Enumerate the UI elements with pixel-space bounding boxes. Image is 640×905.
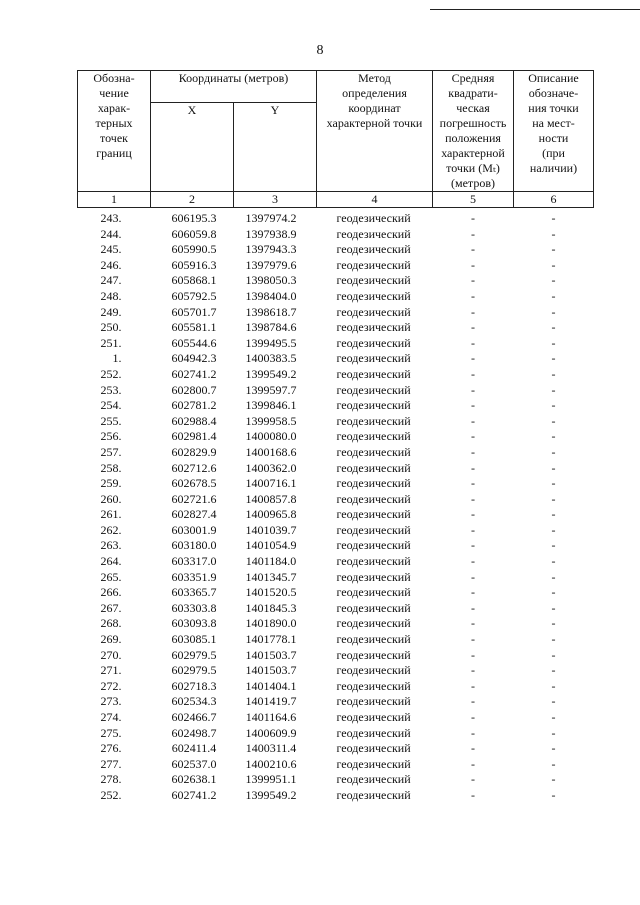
x-coordinate-cell: 602466.7 bbox=[171, 710, 217, 724]
error-cell: - bbox=[471, 288, 475, 303]
method-cell: геодезический bbox=[336, 741, 411, 756]
x-coordinate-cell: 605581.1 bbox=[171, 320, 217, 335]
error-cell: - bbox=[471, 242, 475, 257]
method-cell: геодезический bbox=[336, 320, 411, 335]
point-number-cell: 258. bbox=[100, 460, 122, 475]
table-row bbox=[78, 757, 594, 773]
x-coordinate-cell: 605792.5 bbox=[171, 288, 217, 303]
table-row bbox=[78, 258, 594, 274]
method-cell: геодезический bbox=[336, 569, 411, 584]
table-row bbox=[78, 336, 594, 352]
description-cell: - bbox=[551, 632, 556, 647]
method-cell: геодезический bbox=[336, 554, 411, 569]
method-cell: геодезический bbox=[336, 413, 411, 428]
table-row bbox=[78, 445, 594, 461]
table-row bbox=[78, 538, 594, 554]
method-cell: геодезический bbox=[336, 647, 411, 662]
point-number-cell: 275. bbox=[100, 725, 122, 740]
table-row bbox=[78, 663, 594, 679]
table-row bbox=[78, 429, 594, 445]
x-coordinate-cell: 606059.8 bbox=[171, 226, 217, 241]
y-coordinate-cell: 1401503.7 bbox=[245, 663, 297, 678]
error-cell: - bbox=[471, 741, 475, 756]
y-coordinate-cell: 1400210.6 bbox=[245, 756, 297, 771]
error-cell: - bbox=[471, 616, 475, 631]
y-coordinate-cell: 1399958.5 bbox=[245, 413, 297, 428]
method-cell: геодезический bbox=[336, 366, 411, 381]
point-number-cell: 271. bbox=[100, 663, 122, 678]
x-coordinate-cell: 602721.6 bbox=[171, 491, 217, 506]
point-number-cell: 256. bbox=[100, 429, 122, 444]
point-number-cell: 253. bbox=[100, 382, 122, 397]
y-coordinate-cell: 1401503.7 bbox=[245, 647, 297, 662]
description-cell: - bbox=[551, 398, 556, 413]
method-cell: геодезический bbox=[336, 335, 411, 350]
description-cell: - bbox=[551, 351, 556, 366]
table-row bbox=[78, 242, 594, 258]
description-cell: - bbox=[551, 538, 556, 553]
header-y: Y bbox=[234, 103, 317, 192]
point-number-cell: 260. bbox=[100, 491, 122, 506]
method-cell: геодезический bbox=[336, 429, 411, 444]
point-number-cell: 266. bbox=[100, 585, 122, 600]
error-cell: - bbox=[471, 460, 475, 475]
y-coordinate-cell: 1400383.5 bbox=[245, 351, 297, 366]
x-coordinate-cell: 603085.1 bbox=[171, 632, 217, 647]
y-coordinate-cell: 1399549.2 bbox=[245, 787, 297, 802]
x-coordinate-cell: 602741.2 bbox=[171, 366, 217, 381]
y-coordinate-cell: 1399951.1 bbox=[245, 772, 297, 787]
table-row bbox=[78, 726, 594, 742]
description-cell: - bbox=[551, 288, 556, 303]
error-cell: - bbox=[471, 476, 475, 491]
description-cell: - bbox=[551, 366, 556, 381]
point-number-cell: 244. bbox=[100, 226, 122, 241]
table-row bbox=[78, 554, 594, 570]
point-number-cell: 259. bbox=[100, 476, 122, 491]
table-row bbox=[78, 492, 594, 508]
y-coordinate-cell: 1400168.6 bbox=[245, 444, 297, 459]
description-cell: - bbox=[551, 242, 556, 257]
description-cell: - bbox=[551, 725, 556, 740]
y-coordinate-cell: 1398618.7 bbox=[245, 304, 297, 319]
point-number-cell: 272. bbox=[100, 678, 122, 693]
error-cell: - bbox=[471, 725, 475, 740]
y-coordinate-cell: 1400609.9 bbox=[245, 725, 297, 740]
x-coordinate-cell: 603351.9 bbox=[171, 569, 217, 584]
point-number-cell: 248. bbox=[100, 288, 122, 303]
point-number-cell: 278. bbox=[100, 772, 122, 787]
header-x: X bbox=[151, 103, 234, 192]
table-row bbox=[78, 208, 594, 227]
column-number: 4 bbox=[317, 192, 433, 208]
method-cell: геодезический bbox=[336, 725, 411, 740]
description-cell: - bbox=[551, 678, 556, 693]
point-number-cell: 255. bbox=[100, 413, 122, 428]
table-row bbox=[78, 601, 594, 617]
column-number: 1 bbox=[78, 192, 151, 208]
x-coordinate-cell: 602988.4 bbox=[171, 413, 217, 428]
y-coordinate-cell: 1398784.6 bbox=[245, 320, 297, 335]
description-cell: - bbox=[551, 226, 556, 241]
description-cell: - bbox=[551, 491, 556, 506]
x-coordinate-cell: 605868.1 bbox=[171, 273, 217, 288]
table-row bbox=[78, 648, 594, 664]
method-cell: геодезический bbox=[336, 756, 411, 771]
y-coordinate-cell: 1400716.1 bbox=[245, 476, 297, 491]
table-row bbox=[78, 788, 594, 804]
table-body bbox=[78, 208, 594, 804]
method-cell: геодезический bbox=[336, 211, 411, 225]
error-cell: - bbox=[471, 398, 475, 413]
method-cell: геодезический bbox=[336, 507, 411, 522]
error-cell: - bbox=[471, 632, 475, 647]
point-number-cell: 247. bbox=[100, 273, 122, 288]
description-cell: - bbox=[551, 304, 556, 319]
table-row bbox=[78, 273, 594, 289]
x-coordinate-cell: 605544.6 bbox=[171, 335, 217, 350]
y-coordinate-cell: 1398404.0 bbox=[245, 288, 297, 303]
description-cell: - bbox=[551, 460, 556, 475]
method-cell: геодезический bbox=[336, 600, 411, 615]
y-coordinate-cell: 1397943.3 bbox=[245, 242, 297, 257]
x-coordinate-cell: 602979.5 bbox=[171, 647, 217, 662]
point-number-cell: 273. bbox=[100, 694, 122, 709]
column-number: 3 bbox=[234, 192, 317, 208]
error-cell: - bbox=[471, 304, 475, 319]
error-cell: - bbox=[471, 507, 475, 522]
error-cell: - bbox=[471, 787, 475, 802]
table-row bbox=[78, 476, 594, 492]
y-coordinate-cell: 1400857.8 bbox=[245, 491, 297, 506]
error-cell: - bbox=[471, 569, 475, 584]
y-coordinate-cell: 1397938.9 bbox=[245, 226, 297, 241]
description-cell: - bbox=[551, 320, 556, 335]
boundary-points-table bbox=[77, 70, 594, 804]
x-coordinate-cell: 603365.7 bbox=[171, 585, 217, 600]
error-cell: - bbox=[471, 382, 475, 397]
description-cell: - bbox=[551, 787, 556, 802]
description-cell: - bbox=[551, 522, 556, 537]
error-cell: - bbox=[471, 320, 475, 335]
x-coordinate-cell: 602741.2 bbox=[171, 787, 217, 802]
table-row bbox=[78, 523, 594, 539]
method-cell: геодезический bbox=[336, 242, 411, 257]
error-cell: - bbox=[471, 491, 475, 506]
point-number-cell: 265. bbox=[100, 569, 122, 584]
header-point-designation: Обозна- чение харак- терных точек границ bbox=[78, 71, 151, 192]
x-coordinate-cell: 602498.7 bbox=[171, 725, 217, 740]
method-cell: геодезический bbox=[336, 772, 411, 787]
description-cell: - bbox=[551, 444, 556, 459]
y-coordinate-cell: 1401164.6 bbox=[245, 710, 297, 724]
point-number-cell: 246. bbox=[100, 257, 122, 272]
point-number-cell: 1. bbox=[112, 351, 122, 366]
y-coordinate-cell: 1401345.7 bbox=[245, 569, 297, 584]
method-cell: геодезический bbox=[336, 585, 411, 600]
table-row bbox=[78, 616, 594, 632]
x-coordinate-cell: 602981.4 bbox=[171, 429, 217, 444]
error-cell: - bbox=[471, 429, 475, 444]
method-cell: геодезический bbox=[336, 257, 411, 272]
method-cell: геодезический bbox=[336, 476, 411, 491]
error-cell: - bbox=[471, 351, 475, 366]
error-cell: - bbox=[471, 366, 475, 381]
table-row bbox=[78, 585, 594, 601]
method-cell: геодезический bbox=[336, 694, 411, 709]
table-row bbox=[78, 507, 594, 523]
description-cell: - bbox=[551, 710, 556, 724]
y-coordinate-cell: 1398050.3 bbox=[245, 273, 297, 288]
y-coordinate-cell: 1400080.0 bbox=[245, 429, 297, 444]
error-cell: - bbox=[471, 444, 475, 459]
error-cell: - bbox=[471, 554, 475, 569]
table-row bbox=[78, 679, 594, 695]
table-row bbox=[78, 227, 594, 243]
description-cell: - bbox=[551, 694, 556, 709]
description-cell: - bbox=[551, 600, 556, 615]
method-cell: геодезический bbox=[336, 460, 411, 475]
table-row bbox=[78, 351, 594, 367]
description-cell: - bbox=[551, 616, 556, 631]
description-cell: - bbox=[551, 382, 556, 397]
point-number-cell: 264. bbox=[100, 554, 122, 569]
table-row bbox=[78, 305, 594, 321]
method-cell: геодезический bbox=[336, 491, 411, 506]
x-coordinate-cell: 603001.9 bbox=[171, 522, 217, 537]
description-cell: - bbox=[551, 772, 556, 787]
x-coordinate-cell: 605916.3 bbox=[171, 257, 217, 272]
x-coordinate-cell: 602800.7 bbox=[171, 382, 217, 397]
table-row bbox=[78, 461, 594, 477]
table-row bbox=[78, 367, 594, 383]
description-cell: - bbox=[551, 507, 556, 522]
description-cell: - bbox=[551, 257, 556, 272]
point-number-cell: 269. bbox=[100, 632, 122, 647]
method-cell: геодезический bbox=[336, 710, 411, 724]
point-number-cell: 252. bbox=[100, 366, 122, 381]
y-coordinate-cell: 1401778.1 bbox=[245, 632, 297, 647]
point-number-cell: 257. bbox=[100, 444, 122, 459]
column-number: 2 bbox=[151, 192, 234, 208]
description-cell: - bbox=[551, 569, 556, 584]
method-cell: геодезический bbox=[336, 663, 411, 678]
description-cell: - bbox=[551, 741, 556, 756]
header-method: Метод определения координат характерной точки bbox=[317, 71, 433, 192]
point-number-cell: 263. bbox=[100, 538, 122, 553]
y-coordinate-cell: 1400965.8 bbox=[245, 507, 297, 522]
header-mean-square-error: Средняя квадрати- ческая погрешность положения характерной точки (Mₜ) (метров) bbox=[433, 71, 514, 192]
x-coordinate-cell: 603317.0 bbox=[171, 554, 217, 569]
x-coordinate-cell: 603303.8 bbox=[171, 600, 217, 615]
x-coordinate-cell: 602979.5 bbox=[171, 663, 217, 678]
y-coordinate-cell: 1401845.3 bbox=[245, 600, 297, 615]
y-coordinate-cell: 1401419.7 bbox=[245, 694, 297, 709]
point-number-cell: 245. bbox=[100, 242, 122, 257]
y-coordinate-cell: 1401520.5 bbox=[245, 585, 297, 600]
description-cell: - bbox=[551, 756, 556, 771]
error-cell: - bbox=[471, 647, 475, 662]
table-row bbox=[78, 772, 594, 788]
description-cell: - bbox=[551, 211, 556, 225]
x-coordinate-cell: 602638.1 bbox=[171, 772, 217, 787]
error-cell: - bbox=[471, 678, 475, 693]
table-row bbox=[78, 320, 594, 336]
x-coordinate-cell: 606195.3 bbox=[171, 211, 217, 225]
y-coordinate-cell: 1399597.7 bbox=[245, 382, 297, 397]
x-coordinate-cell: 605701.7 bbox=[171, 304, 217, 319]
error-cell: - bbox=[471, 273, 475, 288]
x-coordinate-cell: 602827.4 bbox=[171, 507, 217, 522]
table-row bbox=[78, 289, 594, 305]
point-number-cell: 250. bbox=[100, 320, 122, 335]
column-number: 6 bbox=[514, 192, 594, 208]
y-coordinate-cell: 1399549.2 bbox=[245, 366, 297, 381]
description-cell: - bbox=[551, 476, 556, 491]
method-cell: геодезический bbox=[336, 398, 411, 413]
point-number-cell: 251. bbox=[100, 335, 122, 350]
description-cell: - bbox=[551, 429, 556, 444]
point-number-cell: 267. bbox=[100, 600, 122, 615]
point-number-cell: 249. bbox=[100, 304, 122, 319]
y-coordinate-cell: 1401404.1 bbox=[245, 678, 297, 693]
method-cell: геодезический bbox=[336, 382, 411, 397]
table-row bbox=[78, 414, 594, 430]
method-cell: геодезический bbox=[336, 288, 411, 303]
error-cell: - bbox=[471, 756, 475, 771]
method-cell: геодезический bbox=[336, 787, 411, 802]
y-coordinate-cell: 1400311.4 bbox=[245, 741, 297, 756]
point-number-cell: 277. bbox=[100, 756, 122, 771]
y-coordinate-cell: 1399846.1 bbox=[245, 398, 297, 413]
error-cell: - bbox=[471, 538, 475, 553]
error-cell: - bbox=[471, 694, 475, 709]
table-row bbox=[78, 570, 594, 586]
method-cell: геодезический bbox=[336, 304, 411, 319]
method-cell: геодезический bbox=[336, 678, 411, 693]
x-coordinate-cell: 602534.3 bbox=[171, 694, 217, 709]
top-corner-rule bbox=[430, 9, 640, 10]
y-coordinate-cell: 1397974.2 bbox=[245, 211, 297, 225]
point-number-cell: 261. bbox=[100, 507, 122, 522]
error-cell: - bbox=[471, 600, 475, 615]
y-coordinate-cell: 1401054.9 bbox=[245, 538, 297, 553]
table-row bbox=[78, 398, 594, 414]
point-number-cell: 252. bbox=[100, 787, 122, 802]
error-cell: - bbox=[471, 522, 475, 537]
method-cell: геодезический bbox=[336, 273, 411, 288]
y-coordinate-cell: 1401184.0 bbox=[245, 554, 297, 569]
error-cell: - bbox=[471, 710, 475, 724]
description-cell: - bbox=[551, 647, 556, 662]
y-coordinate-cell: 1400362.0 bbox=[245, 460, 297, 475]
y-coordinate-cell: 1401890.0 bbox=[245, 616, 297, 631]
header-point-description: Описание обозначе- ния точки на мест- ности (при наличии) bbox=[514, 71, 594, 192]
description-cell: - bbox=[551, 273, 556, 288]
table-row bbox=[78, 632, 594, 648]
method-cell: геодезический bbox=[336, 226, 411, 241]
x-coordinate-cell: 602829.9 bbox=[171, 444, 217, 459]
description-cell: - bbox=[551, 554, 556, 569]
table-row bbox=[78, 383, 594, 399]
error-cell: - bbox=[471, 211, 475, 225]
x-coordinate-cell: 602678.5 bbox=[171, 476, 217, 491]
point-number-cell: 268. bbox=[100, 616, 122, 631]
error-cell: - bbox=[471, 585, 475, 600]
table-row bbox=[78, 694, 594, 710]
method-cell: геодезический bbox=[336, 444, 411, 459]
point-number-cell: 262. bbox=[100, 522, 122, 537]
table-row bbox=[78, 741, 594, 757]
description-cell: - bbox=[551, 663, 556, 678]
error-cell: - bbox=[471, 413, 475, 428]
y-coordinate-cell: 1397979.6 bbox=[245, 257, 297, 272]
x-coordinate-cell: 605990.5 bbox=[171, 242, 217, 257]
point-number-cell: 254. bbox=[100, 398, 122, 413]
point-number-cell: 274. bbox=[100, 710, 122, 724]
header-coordinates: Координаты (метров) bbox=[151, 71, 317, 103]
x-coordinate-cell: 602718.3 bbox=[171, 678, 217, 693]
method-cell: геодезический bbox=[336, 538, 411, 553]
method-cell: геодезический bbox=[336, 616, 411, 631]
table-row bbox=[78, 710, 594, 726]
x-coordinate-cell: 603093.8 bbox=[171, 616, 217, 631]
error-cell: - bbox=[471, 257, 475, 272]
column-number: 5 bbox=[433, 192, 514, 208]
error-cell: - bbox=[471, 335, 475, 350]
method-cell: геодезический bbox=[336, 632, 411, 647]
method-cell: геодезический bbox=[336, 522, 411, 537]
description-cell: - bbox=[551, 585, 556, 600]
x-coordinate-cell: 602712.6 bbox=[171, 460, 217, 475]
description-cell: - bbox=[551, 335, 556, 350]
x-coordinate-cell: 602537.0 bbox=[171, 756, 217, 771]
point-number-cell: 276. bbox=[100, 741, 122, 756]
error-cell: - bbox=[471, 663, 475, 678]
x-coordinate-cell: 604942.3 bbox=[171, 351, 217, 366]
y-coordinate-cell: 1401039.7 bbox=[245, 522, 297, 537]
error-cell: - bbox=[471, 772, 475, 787]
point-number-cell: 270. bbox=[100, 647, 122, 662]
page-number: 8 bbox=[316, 43, 324, 58]
point-number-cell: 243. bbox=[100, 211, 122, 225]
x-coordinate-cell: 602781.2 bbox=[171, 398, 217, 413]
error-cell: - bbox=[471, 226, 475, 241]
x-coordinate-cell: 603180.0 bbox=[171, 538, 217, 553]
y-coordinate-cell: 1399495.5 bbox=[245, 335, 297, 350]
x-coordinate-cell: 602411.4 bbox=[171, 741, 217, 756]
description-cell: - bbox=[551, 413, 556, 428]
method-cell: геодезический bbox=[336, 351, 411, 366]
